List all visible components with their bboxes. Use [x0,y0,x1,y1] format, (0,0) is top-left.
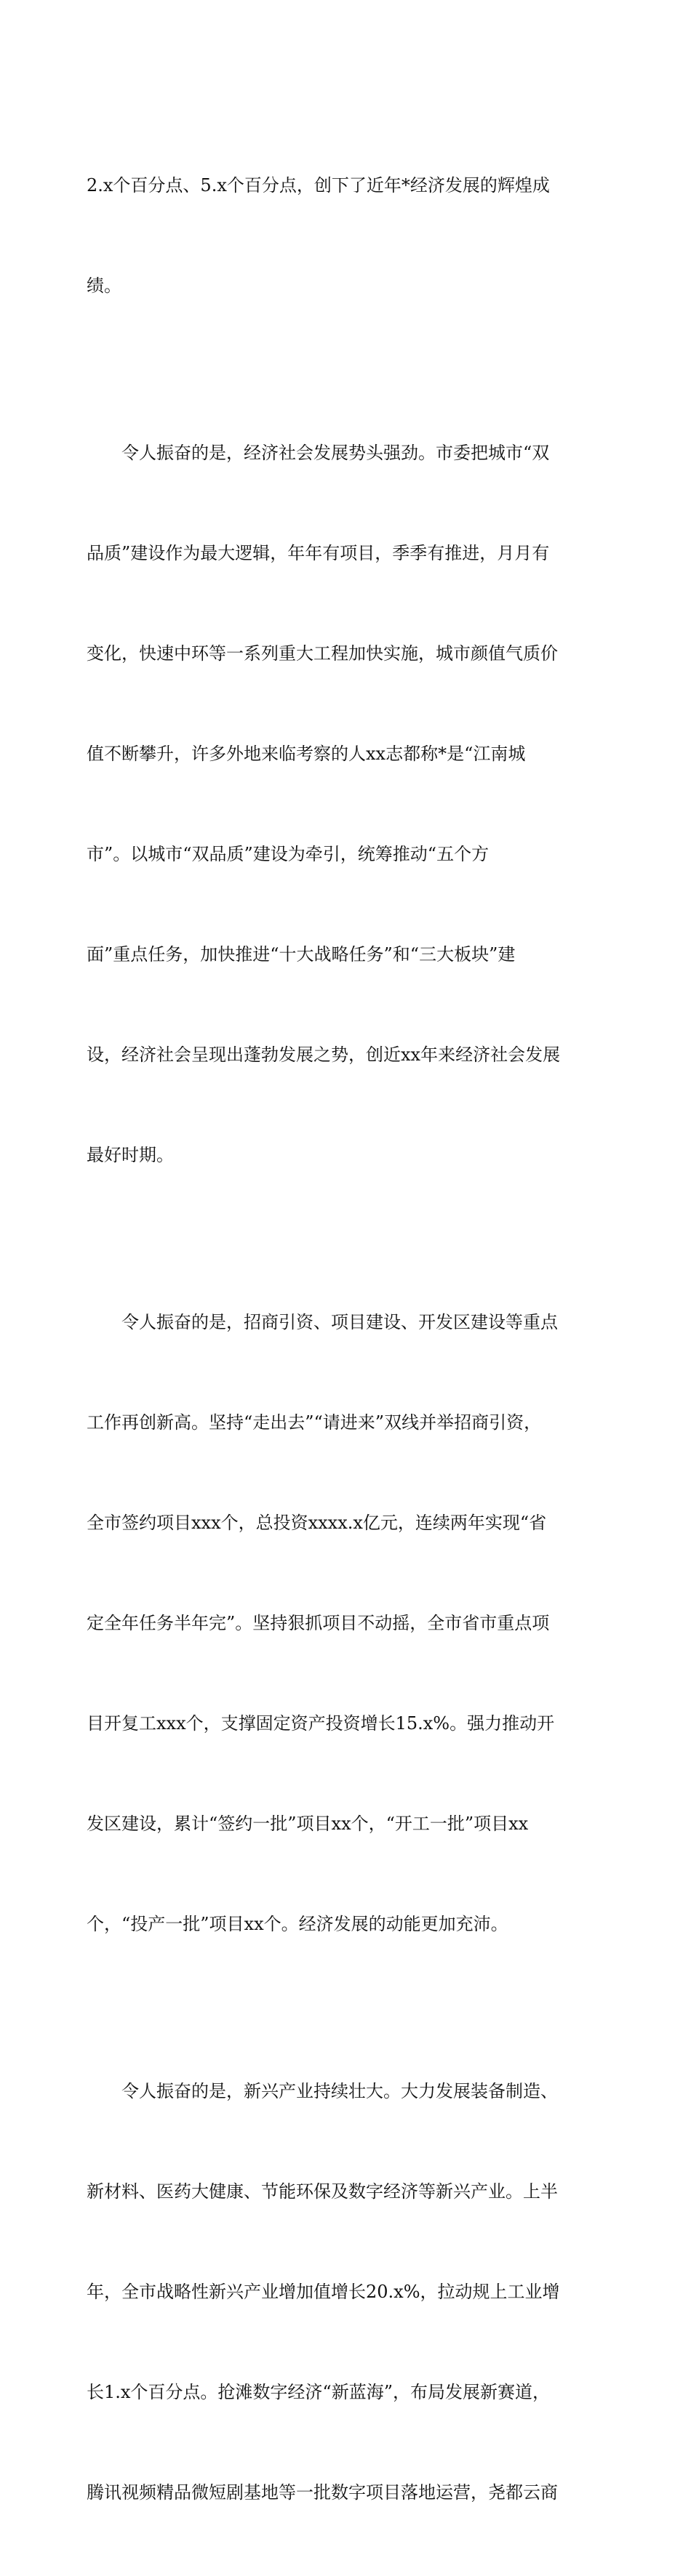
paragraph-2 [87,369,604,1239]
text-line: 年，全市战略性新兴产业增加值增长20.x%，拉动规上工业增 [87,2282,560,2302]
text-line: 设，经济社会呈现出蓬勃发展之势，创近xx年来经济社会发展 [87,1045,561,1065]
paragraph-3 [87,1239,604,2008]
text-line: 品质”建设作为最大逻辑，年年有项目，季季有推进，月月有 [87,543,550,563]
text-line: 腾讯视频精品微短剧基地等一批数字项目落地运营，尧都云商 [87,2482,558,2503]
text-line: 目开复工xxx个，支撑固定资产投资增长15.x%。强力推动开 [87,1713,555,1734]
text-line: 个，“投产一批”项目xx个。经济发展的动能更加充沛。 [87,1914,508,1934]
text-line: 令人振奋的是，新兴产业持续壮大。大力发展装备制造、 [121,2081,558,2101]
text-line: 绩。 [87,275,121,296]
text-line: 长1.x个百分点。抢滩数字经济“新蓝海”，布局发展新赛道， [87,2382,550,2402]
text-line: 定全年任务半年完”。坚持狠抓项目不动摇，全市省市重点项 [87,1613,550,1633]
document-body [87,102,604,2576]
text-line: 发区建设，累计“签约一批”项目xx个，“开工一批”项目xx [87,1814,529,1834]
text-line: 市”。以城市“双品质”建设为牵引，统筹推动“五个方 [87,844,490,864]
text-line: 全市签约项目xxx个，总投资xxxx.x亿元，连续两年实现“省 [87,1513,547,1533]
text-line: 2.x个百分点、5.x个百分点，创下了近年*经济发展的辉煌成 [87,175,550,196]
text-line: 面”重点任务，加快推进“十大战略任务”和“三大板块”建 [87,944,516,965]
text-line: 变化，快速中环等一系列重大工程加快实施，城市颜值气质价 [87,643,558,664]
text-line: 值不断攀升，许多外地来临考察的人xx志都称*是“江南城 [87,744,526,764]
text-line: 新材料、医药大健康、节能环保及数字经济等新兴产业。上半 [87,2181,558,2202]
text-line: 工作再创新高。坚持“走出去”“请进来”双线并举招商引资， [87,1412,542,1433]
paragraph-4 [87,2008,604,2576]
text-line: 令人振奋的是，经济社会发展势头强劲。市委把城市“双 [121,443,550,463]
text-line: 最好时期。 [87,1145,174,1165]
paragraph-1 [87,102,604,369]
text-line: 令人振奋的是，招商引资、项目建设、开发区建设等重点 [121,1312,558,1332]
